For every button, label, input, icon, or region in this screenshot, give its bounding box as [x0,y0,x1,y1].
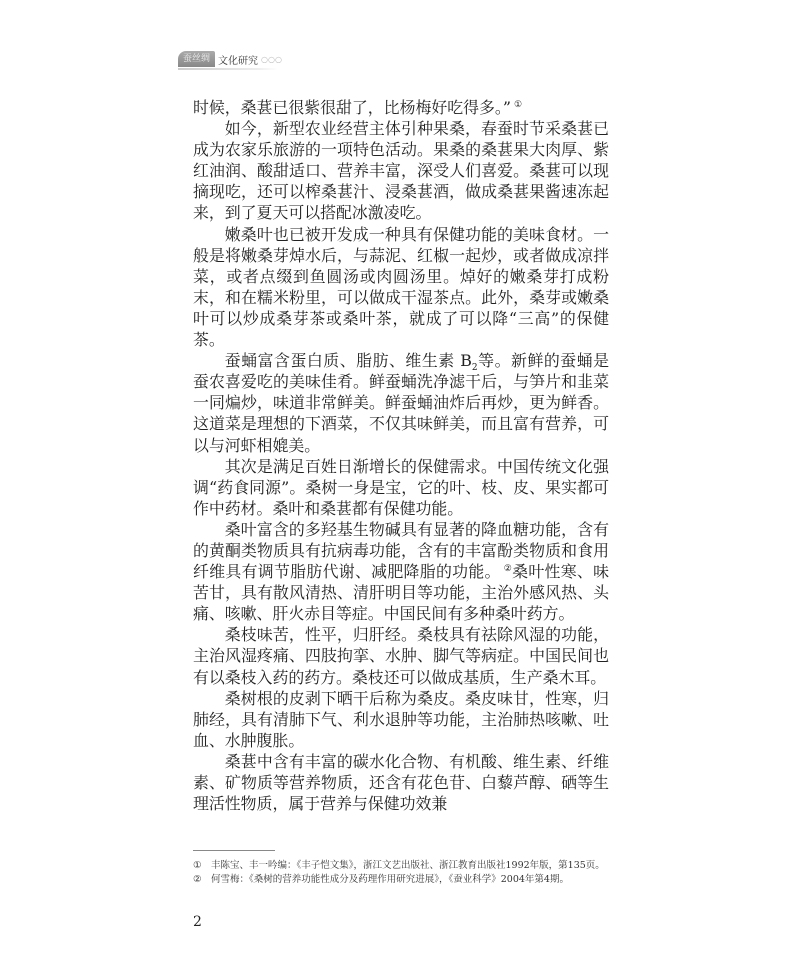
footnotes [193,859,613,887]
paragraph-5: 其次是满足百姓日渐增长的保健需求。中国传统文化强调“药食同源”。桑树一身是宝，它的叶、枝、皮、果实都可作中药材。桑叶和桑葚都有保健功能。 [193,456,609,518]
body-text [193,97,609,814]
running-header [178,50,800,68]
footnote-1 [193,859,613,873]
paragraph-9: 桑葚中含有丰富的碳水化合物、有机酸、维生素、纤维素、矿物质等营养物质，还含有花色苷、白藜芦醇、硒等生理活性物质，属于营养与保健功效兼 [193,751,609,814]
footnote-ref-2[interactable]: ② [503,564,513,575]
paragraph-2: 如今，新型农业经营主体引种果桑，春蚕时节采桑葚已成为农家乐旅游的一项特色活动。果桑的桑葚果大肉厚、紫红油润、酸甜适口、营养丰富，深受人们喜爱。桑葚可以现摘现吃，还可以榨桑葚汁、浸桑葚酒，做成桑葚果酱速冻起来，到了夏天可以搭配冰激凌吃。 [193,119,609,223]
footnote-separator [193,850,275,851]
decoration-circles-icon: ○○○ [261,54,282,64]
paragraph-text: 桑叶富含的多羟基生物碱具有显著的降血糖功能，含有的黄酮类物质具有抗病毒功能，含有的丰富酚类物质和食用纤维具有调节脂肪代谢、减肥降脂的功能。 [193,519,609,582]
paragraph-3: 嫩桑叶也已被开发成一种具有保健功能的美味食材。一般是将嫩桑芽焯水后，与蒜泥、红椒一起炒，或者做成凉拌菜，或者点缀到鱼圆汤或肉圆汤里。焯好的嫩桑芽打成粉末，和在糯米粉里，可以做成干湿茶点。此外，桑芽或嫩桑叶可以炒成桑芽茶或桑叶茶，就成了可以降“三高”的保健茶。 [193,224,609,350]
paragraph-text: 桑叶性寒、味苦甘，具有散风清热、清肝明目等功能，主治外感风热、头痛、咳嗽、肝火赤目等症。中国民间有多种桑叶药方。 [193,562,609,624]
paragraph-1 [193,97,609,118]
paragraph-text: 蚕蛹富含蛋白质、脂肪、维生素 B [224,351,472,371]
footnote-text: 丰陈宝、丰一吟编：《丰子恺文集》，浙江文艺出版社、浙江教育出版社1992年版，第135页。 [211,860,605,872]
footnote-mark: ① [193,860,202,872]
paragraph-6 [193,519,609,624]
paragraph-4 [193,350,609,455]
header-rule [178,68,278,70]
paragraph-8: 桑树根的皮剥下晒干后称为桑皮。桑皮味甘，性寒，归肺经，具有清肺下气、利水退肿等功能，主治肺热咳嗽、吐血、水肿腹胀。 [193,688,609,750]
footnote-mark: ② [193,874,202,886]
series-logo: 蚕丝绸 [178,51,215,67]
paragraph-text: 时候，桑葚已很紫很甜了，比杨梅好吃得多。” [193,98,511,117]
footnote-2 [193,873,613,887]
footnote-ref-1[interactable]: ① [514,100,523,110]
subscript: 2 [471,363,478,374]
section-title: 文化研究 [218,55,259,67]
paragraph-7: 桑枝味苦，性平，归肝经。桑枝具有祛除风湿的功能，主治风湿疼痛、四肢拘挛、水肿、脚气等病症。中国民间也有以桑枝入药的药方。桑枝还可以做成基质，生产桑木耳。 [193,625,609,687]
page-number: 2 [193,914,202,931]
footnote-text: 何雪梅：《桑树的营养功能性成分及药理作用研究进展》，《蚕业科学》2004年第4期。 [211,874,569,886]
paragraph-text: 等。新鲜的蚕蛹是蚕农喜爱吃的美味佳肴。鲜蚕蛹洗净滤干后，与笋片和韭菜一同煸炒，味道非常鲜美。鲜蚕蛹油炸后再炒，更为鲜香。这道菜是理想的下酒菜，不仅其味鲜美，而且富有营养，可以与河虾相媲美。 [193,351,610,455]
